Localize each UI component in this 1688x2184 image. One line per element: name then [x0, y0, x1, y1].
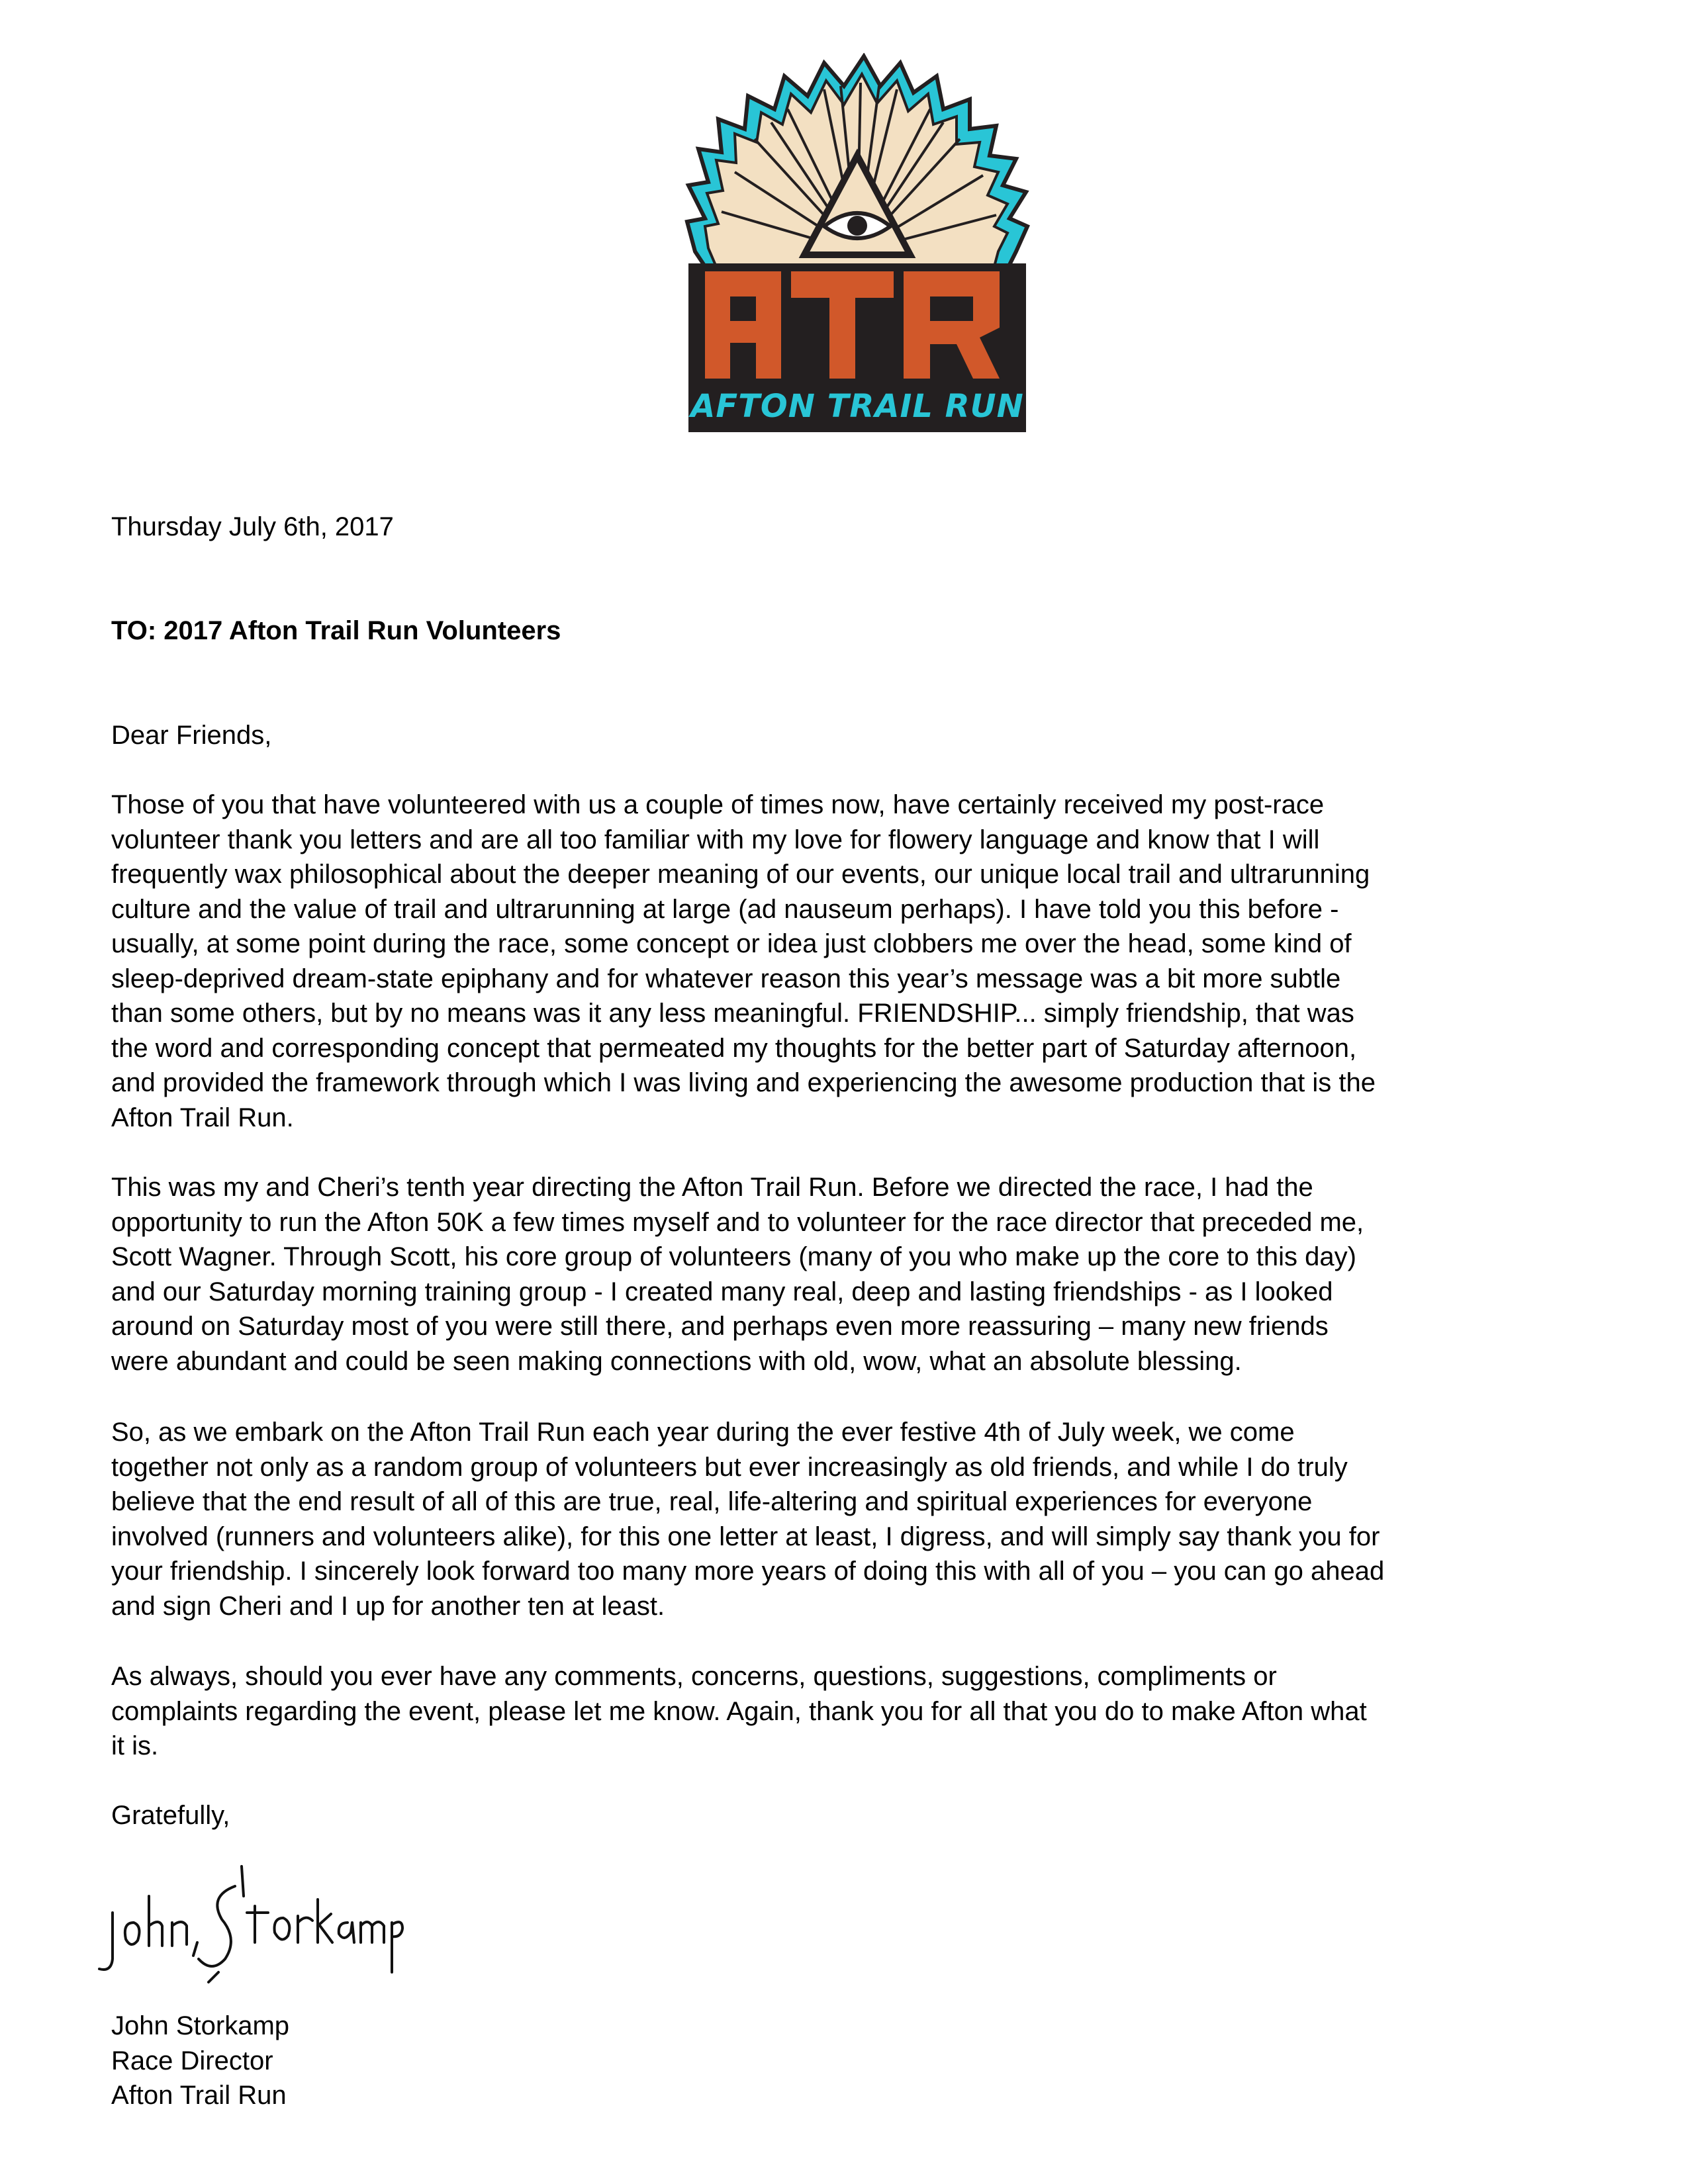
- handwritten-signature: [86, 1860, 404, 1985]
- signature-block: [111, 2009, 289, 2113]
- paragraph-line: and sign Cheri and I up for another ten at least.: [111, 1591, 665, 1621]
- paragraph-line: it is.: [111, 1731, 159, 1760]
- paragraph-line: your friendship. I sincerely look forward too many more years of doing this with all of you – you can go ahead: [111, 1557, 1385, 1586]
- paragraph-line: believe that the end result of all of this are true, real, life-altering and spiritual experiences for everyone: [111, 1487, 1313, 1516]
- paragraph-line: around on Saturday most of you were still there, and perhaps even more reassuring – many new friends: [111, 1312, 1329, 1341]
- paragraph-1: [111, 788, 1587, 1135]
- paragraph-line: So, as we embark on the Afton Trail Run each year during the ever festive 4th of July week, we come: [111, 1418, 1295, 1447]
- paragraph-line: volunteer thank you letters and are all too familiar with my love for flowery language and know that I will: [111, 825, 1320, 854]
- paragraph-line: the word and corresponding concept that permeated my thoughts for the better part of Saturday afternoon,: [111, 1033, 1357, 1063]
- afton-trail-run-logo: [682, 53, 1033, 433]
- signer-title: Race Director: [111, 2046, 273, 2075]
- paragraph-line: This was my and Cheri’s tenth year directing the Afton Trail Run. Before we directed the race, I had the: [111, 1173, 1313, 1202]
- paragraph-line: Those of you that have volunteered with us a couple of times now, have certainly received my post-race: [111, 790, 1325, 819]
- paragraph-line: opportunity to run the Afton 50K a few times myself and to volunteer for the race director that preceded me,: [111, 1207, 1364, 1237]
- paragraph-line: and our Saturday morning training group - I created many real, deep and lasting friendships - as I looked: [111, 1277, 1333, 1306]
- paragraph-4: [111, 1659, 1587, 1764]
- paragraph-line: were abundant and could be seen making connections with old, wow, what an absolute blessing.: [111, 1346, 1242, 1376]
- svg-text:AFTON TRAIL RUN: AFTON TRAIL RUN: [690, 388, 1024, 425]
- paragraph-line: involved (runners and volunteers alike), for this one letter at least, I digress, and will simply say thank you for: [111, 1522, 1380, 1551]
- paragraph-line: Afton Trail Run.: [111, 1103, 294, 1132]
- paragraph-line: than some others, but by no means was it any less meaningful. FRIENDSHIP... simply friendship, that was: [111, 999, 1354, 1028]
- paragraph-line: complaints regarding the event, please let me know. Again, thank you for all that you do to make Afton what: [111, 1696, 1367, 1726]
- signer-organization: Afton Trail Run: [111, 2081, 287, 2110]
- paragraph-line: and provided the framework through which I was living and experiencing the awesome production that is the: [111, 1068, 1376, 1097]
- paragraph-line: culture and the value of trail and ultrarunning at large (ad nauseum perhaps). I have told you this before -: [111, 894, 1339, 924]
- paragraph-line: frequently wax philosophical about the deeper meaning of our events, our unique local trail and ultrarunning: [111, 860, 1370, 889]
- letter-closing: Gratefully,: [111, 1801, 230, 1830]
- paragraph-line: usually, at some point during the race, some concept or idea just clobbers me over the head, some kind of: [111, 929, 1352, 958]
- paragraph-line: sleep-deprived dream-state epiphany and for whatever reason this year’s message was a bit more subtle: [111, 964, 1341, 993]
- paragraph-3: [111, 1415, 1587, 1623]
- paragraph-line: Scott Wagner. Through Scott, his core group of volunteers (many of you who make up the core to this day): [111, 1242, 1356, 1271]
- paragraph-2: [111, 1170, 1587, 1379]
- letter-recipient: TO: 2017 Afton Trail Run Volunteers: [111, 616, 561, 645]
- paragraph-line: together not only as a random group of volunteers but ever increasingly as old friends, and while I do truly: [111, 1452, 1348, 1482]
- paragraph-line: As always, should you ever have any comments, concerns, questions, suggestions, compliments or: [111, 1662, 1277, 1691]
- signer-name: John Storkamp: [111, 2011, 290, 2040]
- letter-date: Thursday July 6th, 2017: [111, 512, 394, 541]
- letter-salutation: Dear Friends,: [111, 721, 272, 750]
